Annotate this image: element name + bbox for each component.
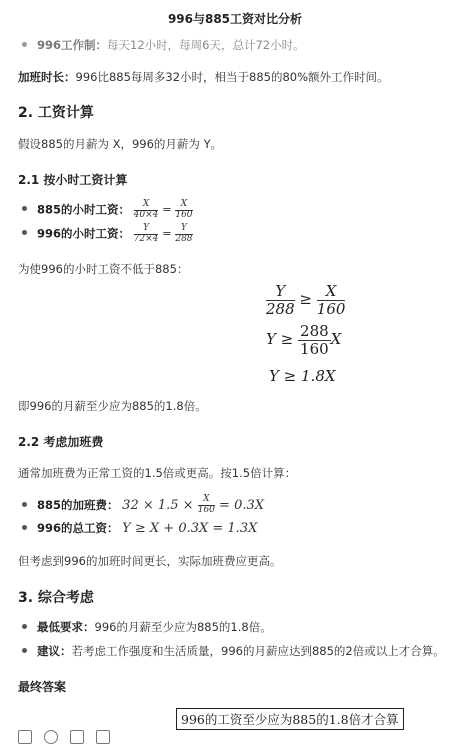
bullet-dot	[22, 624, 27, 629]
subsection-2-2-heading: 2.2 考虑加班费	[18, 435, 104, 449]
total-wage-996	[22, 520, 257, 536]
geq-sign: ≥	[299, 290, 312, 308]
like-icon[interactable]	[70, 730, 84, 744]
equation-rhs: X	[330, 330, 342, 348]
total-wage-996-label: 996的总工资：	[37, 521, 119, 535]
fraction-denominator: 288	[175, 233, 193, 244]
fraction-numerator: X	[134, 200, 159, 211]
overtime-value: 996比885每周多32小时，相当于885的80%额外工作时间。	[75, 70, 389, 84]
subsection-2-1-heading: 2.1 按小时工资计算	[18, 173, 128, 187]
dislike-icon[interactable]	[96, 730, 110, 744]
fraction-numerator: Y	[266, 283, 295, 301]
fraction-denominator: 72×4	[133, 233, 159, 244]
formula-suffix: = 0.3X	[219, 497, 265, 513]
total-wage-996-formula: Y ≥ X + 0.3X = 1.3X	[122, 521, 258, 536]
overtime-pay-intro: 通常加班费为正常工资的1.5倍或更高。按1.5倍计算：	[18, 466, 297, 480]
fraction-numerator: Y	[175, 224, 192, 235]
suggestion-label: 建议：	[37, 644, 72, 658]
fraction-numerator: X	[317, 283, 346, 301]
final-answer-heading: 最终答案	[18, 680, 67, 694]
fraction-denominator: 160	[300, 339, 329, 358]
fraction-denominator: 160	[197, 504, 215, 515]
work-system-item	[22, 37, 305, 53]
equals-sign: =	[162, 202, 172, 217]
bullet-dot	[22, 206, 27, 211]
minimum-requirement-item	[22, 619, 272, 635]
hourly-wage-885-label: 885的小时工资：	[37, 202, 131, 217]
suggestion-text: 若考虑工作强度和生活质量，996的月薪应达到885的2倍或以上才合算。	[71, 644, 445, 658]
overtime-line	[18, 69, 389, 85]
equation-1	[266, 283, 345, 317]
section3-heading: 3. 综合考虑	[18, 590, 94, 606]
overtime-pay-885	[22, 495, 264, 516]
footer-toolbar	[18, 730, 110, 744]
overtime-pay-885-formula	[122, 494, 265, 515]
bullet-dot	[22, 42, 27, 47]
copy-icon[interactable]	[18, 730, 32, 744]
bullet-dot	[22, 502, 27, 507]
hourly-wage-996	[22, 224, 193, 245]
fraction-denominator: 40×4	[133, 209, 159, 220]
equation-2	[266, 323, 341, 357]
bullet-dot	[22, 525, 27, 530]
fraction-denominator: 160	[316, 299, 346, 318]
section2-intro: 假设885的月薪为 X，996的月薪为 Y。	[18, 137, 223, 151]
minimum-requirement-label: 最低要求：	[37, 620, 95, 634]
refresh-icon[interactable]	[44, 730, 58, 744]
bullet-dot	[22, 230, 27, 235]
fraction-numerator: X	[198, 495, 215, 506]
hourly-wage-885-formula	[133, 199, 193, 220]
equals-sign: =	[162, 226, 172, 241]
suggestion-item	[22, 643, 445, 659]
condition-text: 为使996的小时工资不低于885：	[18, 262, 189, 276]
fraction-denominator: 288	[266, 299, 295, 318]
equation-lhs: Y ≥	[266, 330, 294, 348]
section2-heading: 2. 工资计算	[18, 105, 94, 121]
hourly-wage-996-label: 996的小时工资：	[37, 226, 131, 241]
work-system-value: 每天12小时，每周6天，总计72小时。	[107, 38, 305, 52]
bullet-dot	[22, 648, 27, 653]
overtime-label: 加班时长：	[18, 70, 76, 84]
result-text: 即996的月薪至少应为885的1.8倍。	[18, 399, 207, 413]
work-system-label: 996工作制：	[37, 38, 108, 52]
overtime-pay-885-label: 885的加班费：	[37, 497, 119, 512]
hourly-wage-996-formula	[133, 223, 193, 244]
page-title: 996与885工资对比分析	[167, 12, 303, 26]
minimum-requirement-text: 996的月薪至少应为885的1.8倍。	[94, 620, 272, 634]
fraction-denominator: 160	[175, 209, 193, 220]
equation-3: Y ≥ 1.8X	[269, 367, 336, 385]
fraction-numerator: 288	[300, 322, 329, 340]
formula-prefix: 32 × 1.5 ×	[122, 497, 194, 513]
fraction-numerator: Y	[134, 224, 159, 235]
hourly-wage-885	[22, 200, 193, 221]
final-answer-box: 996的工资至少应为885的1.8倍才合算	[176, 708, 404, 730]
overtime-note: 但考虑到996的加班时间更长，实际加班费应更高。	[18, 554, 282, 568]
fraction-numerator: X	[175, 200, 192, 211]
